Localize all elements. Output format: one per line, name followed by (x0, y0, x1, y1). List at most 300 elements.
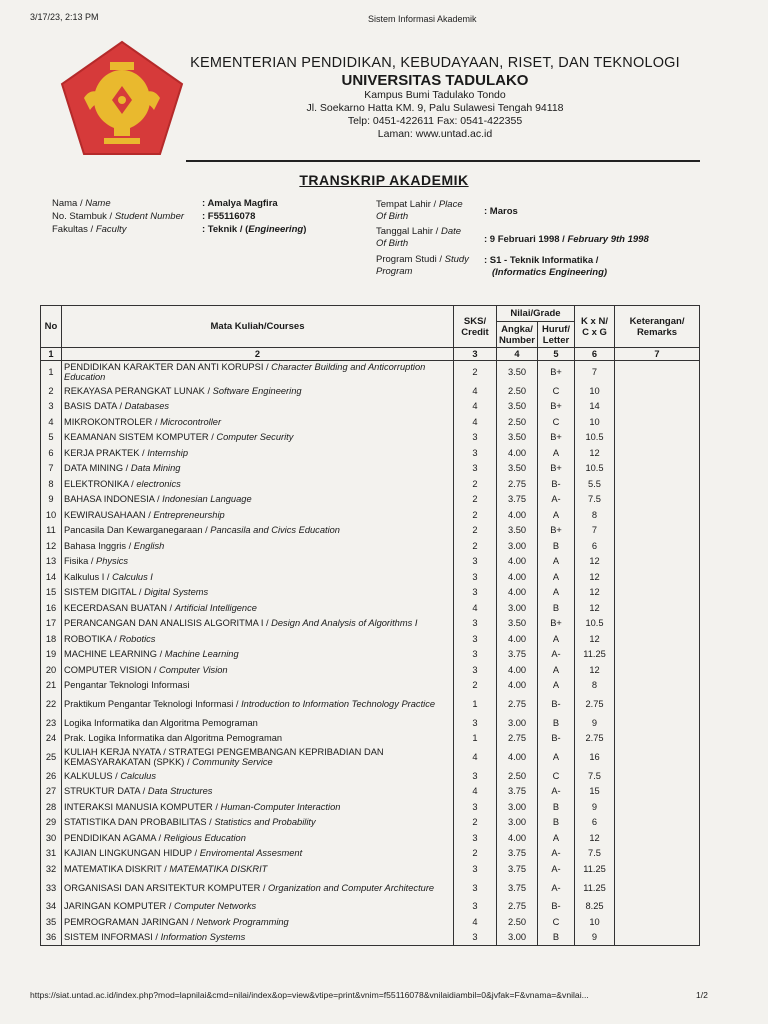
row-kxn: 7 (575, 361, 615, 384)
course-name-en: Artificial Intelligence (174, 602, 257, 613)
header-number: Angka/ Number (497, 322, 538, 348)
row-no: 6 (41, 445, 62, 461)
course-name-en: Character Building and Anticorruption Education (64, 362, 426, 382)
course-name-id: ORGANISASI DAN ARSITEKTUR KOMPUTER / (64, 882, 269, 893)
row-kxn: 8.25 (575, 899, 615, 915)
row-credit: 3 (454, 616, 497, 632)
row-grade-number: 3.50 (497, 399, 538, 415)
name-label-en: Name (85, 198, 111, 209)
study-program-label (376, 254, 486, 278)
row-credit: 2 (454, 678, 497, 694)
table-row (41, 731, 700, 747)
course-name-id: KULIAH KERJA NYATA / STRATEGI PENGEMBANGAN KEPRIBADIAN DAN KEMASYARAKATAN (SPKK) / (64, 747, 384, 767)
row-kxn: 11.25 (575, 877, 615, 899)
faculty-close: ) (303, 224, 307, 235)
row-grade-letter: B (538, 799, 575, 815)
row-grade-number: 4.00 (497, 746, 538, 768)
row-kxn: 9 (575, 930, 615, 946)
row-kxn: 12 (575, 830, 615, 846)
row-remarks (615, 693, 700, 715)
row-grade-number: 3.75 (497, 784, 538, 800)
address: Jl. Soekarno Hatta KM. 9, Palu Sulawesi Tengah 94118 (306, 102, 564, 114)
course-name-id: SISTEM DIGITAL / (64, 587, 145, 598)
row-grade-number: 2.50 (497, 914, 538, 930)
row-credit: 3 (454, 569, 497, 585)
birth-place-value: : Maros (484, 206, 518, 217)
table-row (41, 445, 700, 461)
course-name-id: JARINGAN KOMPUTER / (64, 901, 175, 912)
row-remarks (615, 399, 700, 415)
row-grade-letter: B (538, 600, 575, 616)
row-credit: 2 (454, 815, 497, 831)
row-grade-letter: A (538, 507, 575, 523)
row-remarks (615, 768, 700, 784)
dob-value: : 9 Februari 1998 / (484, 234, 568, 245)
row-remarks (615, 731, 700, 747)
faculty-value: : Teknik / ( (202, 224, 249, 235)
course-name-id: Pengantar Teknologi Informasi (64, 680, 190, 691)
pob-label-en: Place (438, 199, 463, 210)
colnum: 3 (454, 348, 497, 361)
table-row (41, 616, 700, 632)
row-no: 5 (41, 430, 62, 446)
row-course (62, 430, 454, 446)
table-row (41, 914, 700, 930)
row-course (62, 784, 454, 800)
course-name-id: KEAMANAN SISTEM KOMPUTER / (64, 432, 217, 443)
course-name-id: KECERDASAN BUATAN / (64, 602, 175, 613)
row-no: 4 (41, 414, 62, 430)
row-course (62, 746, 454, 768)
row-grade-letter: A (538, 746, 575, 768)
row-course (62, 361, 454, 384)
header-kxn: K x N/ C x G (575, 306, 615, 348)
row-remarks (615, 430, 700, 446)
table-row (41, 476, 700, 492)
course-name-id: STATISTIKA DAN PROBABILITAS / (64, 817, 215, 828)
prog-value-en: (Informatics Engineering) (492, 267, 608, 278)
table-row (41, 930, 700, 946)
row-kxn: 11.25 (575, 861, 615, 877)
course-name-id: COMPUTER VISION / (64, 664, 160, 675)
table-row (41, 569, 700, 585)
course-name-id: KALKULUS / (64, 770, 121, 781)
row-course (62, 768, 454, 784)
row-credit: 3 (454, 631, 497, 647)
course-name-en: Robotics (119, 633, 156, 644)
course-name-en: electronics (136, 478, 181, 489)
row-no: 14 (41, 569, 62, 585)
row-grade-number: 4.00 (497, 507, 538, 523)
table-row (41, 461, 700, 477)
table-row (41, 830, 700, 846)
page-number: 1/2 (696, 990, 708, 1000)
row-grade-letter: A (538, 569, 575, 585)
row-grade-letter: A- (538, 784, 575, 800)
row-kxn: 12 (575, 445, 615, 461)
row-no: 35 (41, 914, 62, 930)
table-row (41, 647, 700, 663)
row-grade-number: 3.00 (497, 930, 538, 946)
row-credit: 3 (454, 899, 497, 915)
row-kxn: 12 (575, 600, 615, 616)
table-row (41, 899, 700, 915)
row-grade-letter: A (538, 830, 575, 846)
row-kxn: 8 (575, 507, 615, 523)
row-kxn: 2.75 (575, 731, 615, 747)
course-name-en: Indonesian Language (162, 494, 252, 505)
row-remarks (615, 930, 700, 946)
row-no: 23 (41, 715, 62, 731)
nim-value: : F55116078 (202, 211, 256, 222)
row-grade-number: 2.75 (497, 476, 538, 492)
row-grade-number: 3.75 (497, 647, 538, 663)
row-kxn: 12 (575, 631, 615, 647)
row-kxn: 5.5 (575, 476, 615, 492)
row-remarks (615, 616, 700, 632)
row-no: 9 (41, 492, 62, 508)
row-grade-number: 4.00 (497, 569, 538, 585)
row-course (62, 815, 454, 831)
row-credit: 2 (454, 538, 497, 554)
row-kxn: 12 (575, 554, 615, 570)
row-no: 22 (41, 693, 62, 715)
row-grade-letter: B+ (538, 399, 575, 415)
course-name-en: Statistics and Probability (214, 817, 316, 828)
row-grade-number: 3.50 (497, 361, 538, 384)
row-no: 1 (41, 361, 62, 384)
table-row (41, 815, 700, 831)
row-grade-letter: B+ (538, 523, 575, 539)
row-kxn: 9 (575, 715, 615, 731)
course-name-en: Calculus I (112, 571, 153, 582)
row-course (62, 476, 454, 492)
course-name-id: DATA MINING / (64, 463, 131, 474)
colnum: 5 (538, 348, 575, 361)
course-name-en: Digital Systems (144, 587, 209, 598)
row-grade-number: 3.00 (497, 715, 538, 731)
row-grade-number: 4.00 (497, 631, 538, 647)
row-no: 13 (41, 554, 62, 570)
row-credit: 2 (454, 523, 497, 539)
row-grade-letter: B (538, 815, 575, 831)
header-course: Mata Kuliah/Courses (62, 306, 454, 348)
row-credit: 4 (454, 383, 497, 399)
campus-name: Kampus Bumi Tadulako Tondo (364, 89, 506, 101)
row-remarks (615, 846, 700, 862)
row-no: 24 (41, 731, 62, 747)
row-course (62, 647, 454, 663)
row-no: 28 (41, 799, 62, 815)
course-name-en: Religious Education (163, 832, 246, 843)
row-grade-letter: A- (538, 877, 575, 899)
row-grade-number: 3.75 (497, 861, 538, 877)
faculty-label: Fakultas / (52, 224, 96, 235)
row-no: 8 (41, 476, 62, 492)
row-credit: 3 (454, 830, 497, 846)
row-grade-letter: B (538, 715, 575, 731)
document-title: TRANSKRIP AKADEMIK (299, 172, 469, 188)
table-row (41, 554, 700, 570)
course-name-en: Human-Computer Interaction (220, 801, 341, 812)
course-name-id: Bahasa Inggris / (64, 540, 134, 551)
course-name-en: Microcontroller (160, 416, 222, 427)
table-row (41, 523, 700, 539)
row-credit: 3 (454, 715, 497, 731)
table-row (41, 492, 700, 508)
row-grade-letter: A- (538, 846, 575, 862)
study-program-value (484, 255, 607, 279)
table-row (41, 662, 700, 678)
row-course (62, 554, 454, 570)
row-kxn: 2.75 (575, 693, 615, 715)
row-remarks (615, 585, 700, 601)
row-course (62, 631, 454, 647)
row-credit: 3 (454, 861, 497, 877)
row-kxn: 11.25 (575, 647, 615, 663)
website: Laman: www.untad.ac.id (377, 128, 493, 140)
course-name-id: REKAYASA PERANGKAT LUNAK / (64, 385, 213, 396)
row-no: 15 (41, 585, 62, 601)
row-kxn: 10.5 (575, 461, 615, 477)
table-row (41, 693, 700, 715)
course-name-en: Data Mining (130, 463, 181, 474)
table-row (41, 600, 700, 616)
row-grade-number: 4.00 (497, 662, 538, 678)
row-grade-letter: A (538, 631, 575, 647)
row-credit: 3 (454, 877, 497, 899)
row-kxn: 7.5 (575, 768, 615, 784)
course-name-en: Design And Analysis of Algorithms I (271, 618, 418, 629)
pob-label-en2: Of Birth (376, 211, 409, 222)
course-name-id: PENDIDIKAN KARAKTER DAN ANTI KORUPSI / (64, 362, 272, 372)
row-no: 7 (41, 461, 62, 477)
row-credit: 2 (454, 507, 497, 523)
row-grade-number: 3.50 (497, 461, 538, 477)
dob-label-en: Date (440, 226, 462, 237)
row-grade-number: 2.50 (497, 768, 538, 784)
row-remarks (615, 861, 700, 877)
row-grade-number: 3.75 (497, 877, 538, 899)
row-grade-number: 3.00 (497, 799, 538, 815)
course-name-en: Calculus (120, 770, 156, 781)
table-row (41, 361, 700, 384)
row-credit: 4 (454, 784, 497, 800)
row-no: 26 (41, 768, 62, 784)
nim-label-en: Student Number (114, 211, 185, 222)
print-site-title: Sistem Informasi Akademik (368, 14, 477, 24)
table-row (41, 631, 700, 647)
row-remarks (615, 538, 700, 554)
row-credit: 2 (454, 361, 497, 384)
row-credit: 3 (454, 647, 497, 663)
row-grade-number: 2.75 (497, 693, 538, 715)
row-remarks (615, 815, 700, 831)
row-credit: 3 (454, 930, 497, 946)
table-row (41, 383, 700, 399)
row-grade-number: 3.75 (497, 846, 538, 862)
row-kxn: 10.5 (575, 616, 615, 632)
row-remarks (615, 830, 700, 846)
header-remarks: Keterangan/ Remarks (615, 306, 700, 348)
row-no: 19 (41, 647, 62, 663)
row-course (62, 523, 454, 539)
row-credit: 4 (454, 399, 497, 415)
row-remarks (615, 799, 700, 815)
row-credit: 4 (454, 414, 497, 430)
course-name-id: Pancasila Dan Kewarganegaraan / (64, 525, 211, 536)
university-logo (60, 40, 184, 158)
row-remarks (615, 899, 700, 915)
row-course (62, 693, 454, 715)
course-name-en: Pancasila and Civics Education (210, 525, 340, 536)
row-course (62, 930, 454, 946)
course-name-id: KERJA PRAKTEK / (64, 447, 148, 458)
row-remarks (615, 492, 700, 508)
birth-date-value (484, 234, 649, 246)
row-remarks (615, 662, 700, 678)
course-name-en: Computer Networks (174, 901, 257, 912)
birth-place-label (376, 199, 486, 223)
row-remarks (615, 715, 700, 731)
header-divider (186, 160, 700, 162)
row-kxn: 10 (575, 414, 615, 430)
row-course (62, 715, 454, 731)
row-course (62, 899, 454, 915)
row-kxn: 7.5 (575, 492, 615, 508)
row-grade-letter: A- (538, 492, 575, 508)
row-course (62, 414, 454, 430)
prog-value: : S1 - Teknik Informatika / (484, 255, 599, 266)
row-grade-letter: B (538, 930, 575, 946)
prog-label-en2: Program (376, 266, 413, 277)
nim-label: No. Stambuk / (52, 211, 115, 222)
row-remarks (615, 461, 700, 477)
table-row (41, 507, 700, 523)
course-name-id: PENDIDIKAN AGAMA / (64, 832, 164, 843)
course-name-id: MACHINE LEARNING / (64, 649, 165, 660)
row-kxn: 7.5 (575, 846, 615, 862)
row-grade-number: 4.00 (497, 445, 538, 461)
header-letter: Huruf/ Letter (538, 322, 575, 348)
column-number-row (41, 348, 700, 361)
course-name-en: MATEMATIKA DISKRIT (169, 863, 268, 874)
course-name-id: Kalkulus I / (64, 571, 113, 582)
course-name-id: Praktikum Pengantar Teknologi Informasi / (64, 699, 242, 709)
name-value: : Amalya Magfira (202, 198, 278, 209)
row-grade-letter: B- (538, 899, 575, 915)
ministry-name: KEMENTERIAN PENDIDIKAN, KEBUDAYAAN, RISET, DAN TEKNOLOGI (190, 55, 680, 71)
pob-label: Tempat Lahir / (376, 199, 439, 210)
row-no: 21 (41, 678, 62, 694)
course-name-id: MATEMATIKA DISKRIT / (64, 863, 170, 874)
row-grade-number: 3.50 (497, 430, 538, 446)
header-credit: SKS/ Credit (454, 306, 497, 348)
row-grade-letter: C (538, 914, 575, 930)
transcript-table (40, 305, 700, 946)
row-credit: 3 (454, 768, 497, 784)
row-course (62, 492, 454, 508)
table-row (41, 846, 700, 862)
row-remarks (615, 877, 700, 899)
row-grade-letter: A- (538, 861, 575, 877)
table-row (41, 585, 700, 601)
row-no: 29 (41, 815, 62, 831)
row-kxn: 10.5 (575, 430, 615, 446)
row-grade-letter: A (538, 662, 575, 678)
row-grade-letter: C (538, 383, 575, 399)
row-course (62, 600, 454, 616)
row-grade-number: 2.75 (497, 899, 538, 915)
colnum: 1 (41, 348, 62, 361)
row-no: 32 (41, 861, 62, 877)
row-credit: 4 (454, 600, 497, 616)
birth-date-label (376, 226, 486, 250)
row-no: 20 (41, 662, 62, 678)
row-course (62, 399, 454, 415)
table-row (41, 746, 700, 768)
row-grade-letter: A (538, 585, 575, 601)
row-grade-number: 2.50 (497, 414, 538, 430)
row-no: 36 (41, 930, 62, 946)
university-name: UNIVERSITAS TADULAKO (341, 72, 529, 89)
row-remarks (615, 678, 700, 694)
course-name-en: Enviromental Assesment (199, 848, 303, 859)
row-kxn: 10 (575, 383, 615, 399)
row-no: 27 (41, 784, 62, 800)
row-no: 18 (41, 631, 62, 647)
colnum: 6 (575, 348, 615, 361)
prog-label: Program Studi / (376, 254, 445, 265)
row-course (62, 799, 454, 815)
row-grade-number: 3.00 (497, 600, 538, 616)
row-grade-letter: A- (538, 647, 575, 663)
institution-header (180, 55, 690, 141)
course-name-en: Computer Security (216, 432, 294, 443)
row-course (62, 861, 454, 877)
row-remarks (615, 631, 700, 647)
course-name-id: Fisika / (64, 556, 97, 567)
row-remarks (615, 600, 700, 616)
row-grade-number: 3.00 (497, 538, 538, 554)
row-course (62, 678, 454, 694)
row-remarks (615, 746, 700, 768)
row-kxn: 9 (575, 799, 615, 815)
row-course (62, 731, 454, 747)
course-name-id: PEMROGRAMAN JARINGAN / (64, 916, 197, 927)
row-kxn: 12 (575, 662, 615, 678)
row-kxn: 10 (575, 914, 615, 930)
row-grade-letter: B- (538, 731, 575, 747)
row-no: 3 (41, 399, 62, 415)
row-kxn: 15 (575, 784, 615, 800)
row-kxn: 6 (575, 815, 615, 831)
row-course (62, 616, 454, 632)
table-row (41, 538, 700, 554)
row-remarks (615, 383, 700, 399)
row-credit: 3 (454, 799, 497, 815)
row-no: 11 (41, 523, 62, 539)
table-row (41, 715, 700, 731)
row-credit: 3 (454, 445, 497, 461)
row-no: 2 (41, 383, 62, 399)
row-course (62, 507, 454, 523)
course-name-en: Computer Vision (159, 664, 228, 675)
row-credit: 3 (454, 554, 497, 570)
course-name-en: Internship (147, 447, 189, 458)
dob-label: Tanggal Lahir / (376, 226, 441, 237)
row-kxn: 12 (575, 585, 615, 601)
